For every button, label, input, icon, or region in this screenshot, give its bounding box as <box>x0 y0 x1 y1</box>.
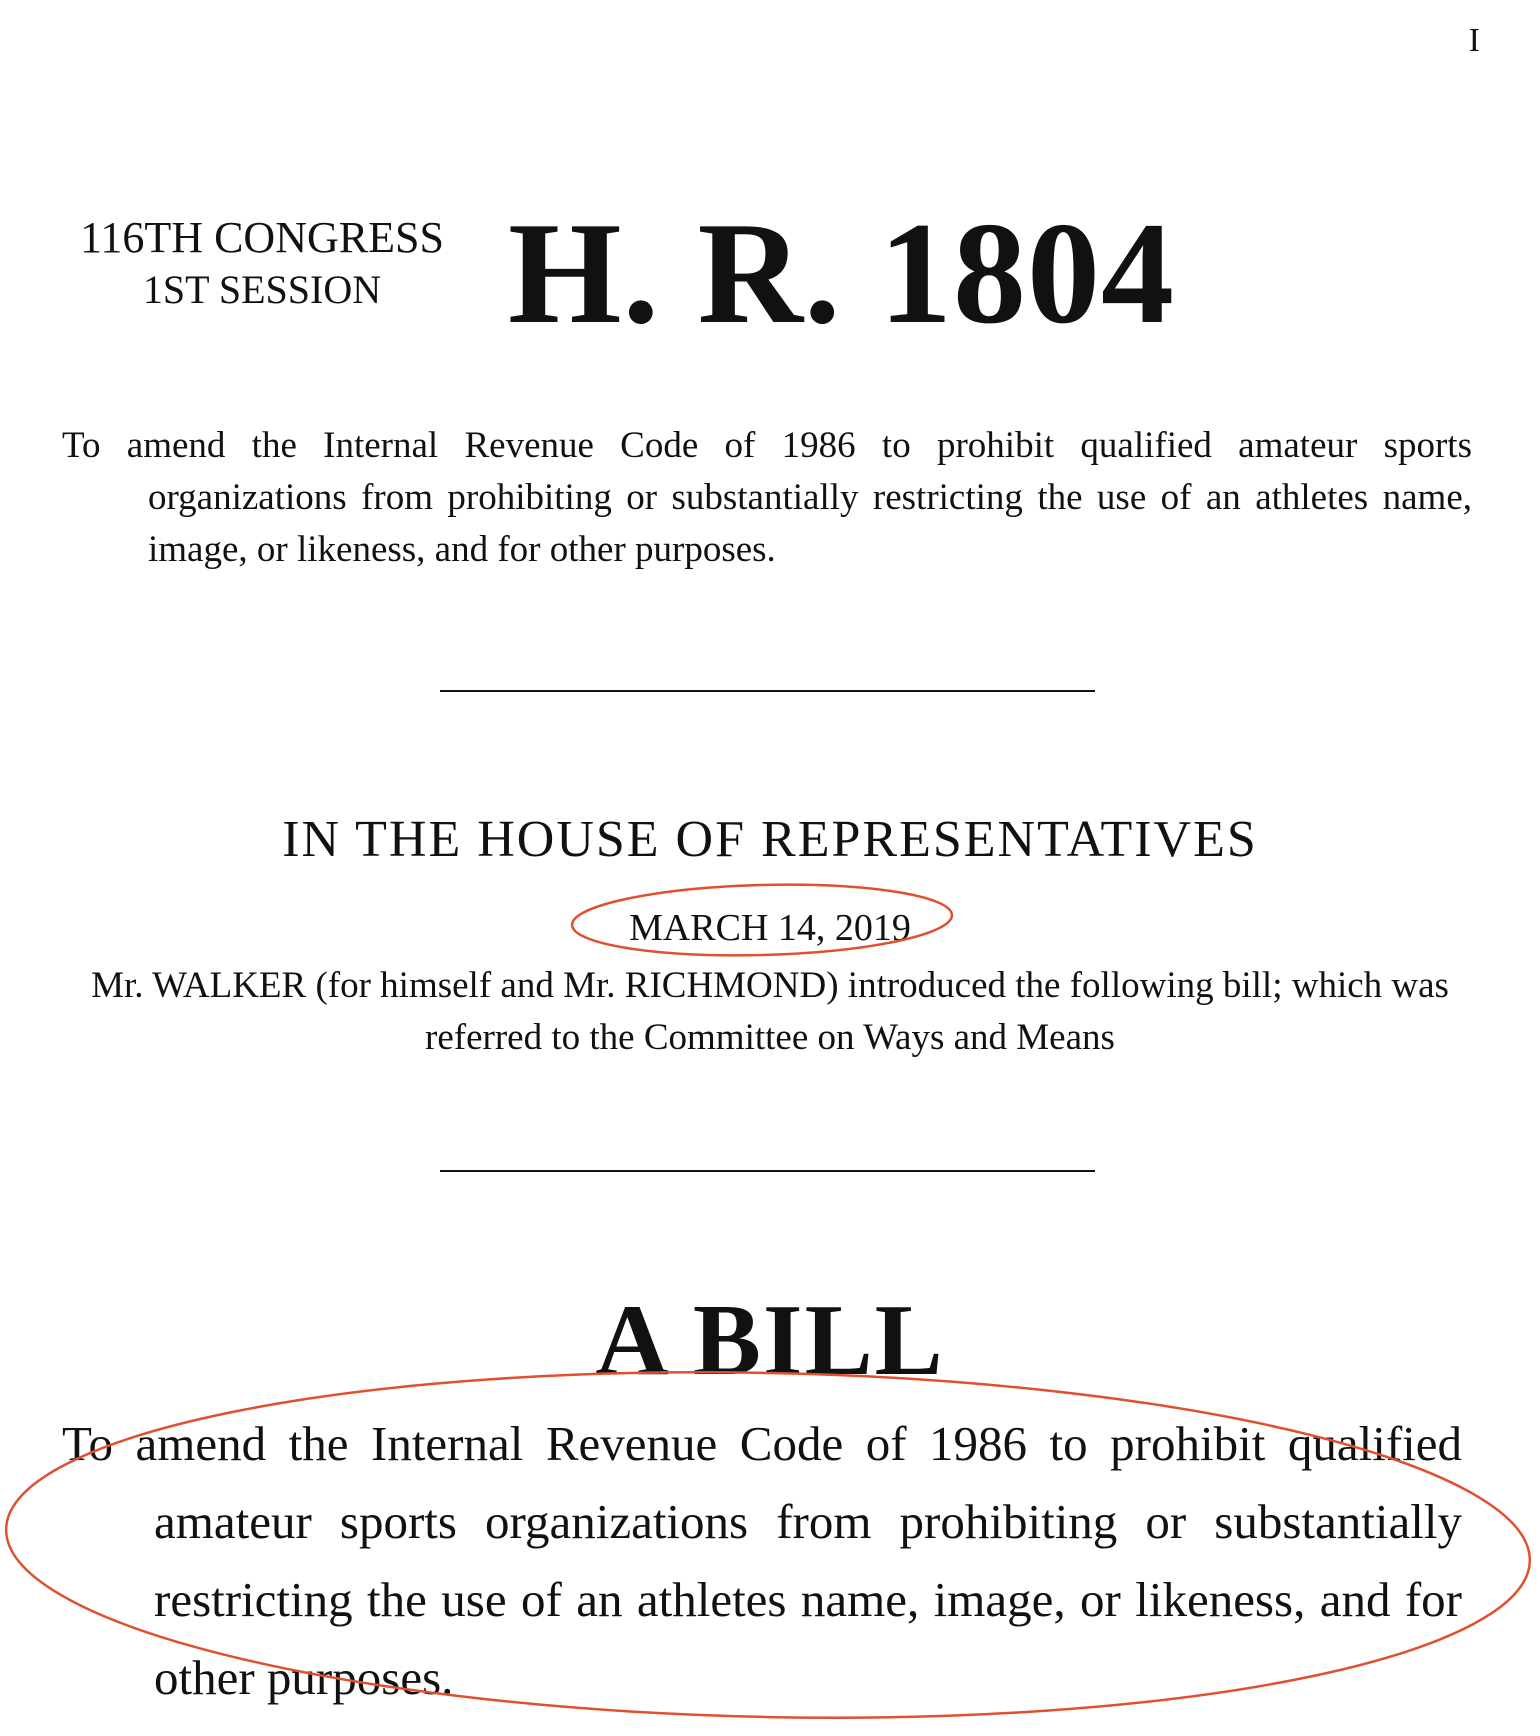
divider-top <box>440 690 1095 692</box>
session-label: 1ST SESSION <box>142 267 382 312</box>
long-title <box>62 1405 1462 1717</box>
sponsor-statement: Mr. WALKER (for himself and Mr. RICHMOND) introduced the following bill; which was referred to the Committee on Ways and Means <box>91 965 1449 1058</box>
long-title-text: To amend the Internal Revenue Code of 1986 to prohibit qualified amateur sports organizations from prohibiting or substantially restricting the use of an athletes name, image, or likeness, and for other purposes. <box>62 1416 1462 1705</box>
divider-bottom <box>440 1170 1095 1172</box>
congress-session-block <box>62 210 462 315</box>
introduction-date: MARCH 14, 2019 <box>629 907 911 949</box>
document-type-heading: A BILL <box>595 1284 945 1397</box>
congress-label: 116TH CONGRESS <box>80 213 444 262</box>
page-marker: I <box>1468 22 1480 59</box>
short-title <box>62 420 1472 576</box>
short-title-text: To amend the Internal Revenue Code of 1986 to prohibit qualified amateur sports organizations from prohibiting or substantially restricting the use of an athletes name, image, or likeness, and for other purposes. <box>62 425 1472 570</box>
bill-number: H. R. 1804 <box>508 192 1175 354</box>
chamber-heading: IN THE HOUSE OF REPRESENTATIVES <box>282 811 1258 868</box>
